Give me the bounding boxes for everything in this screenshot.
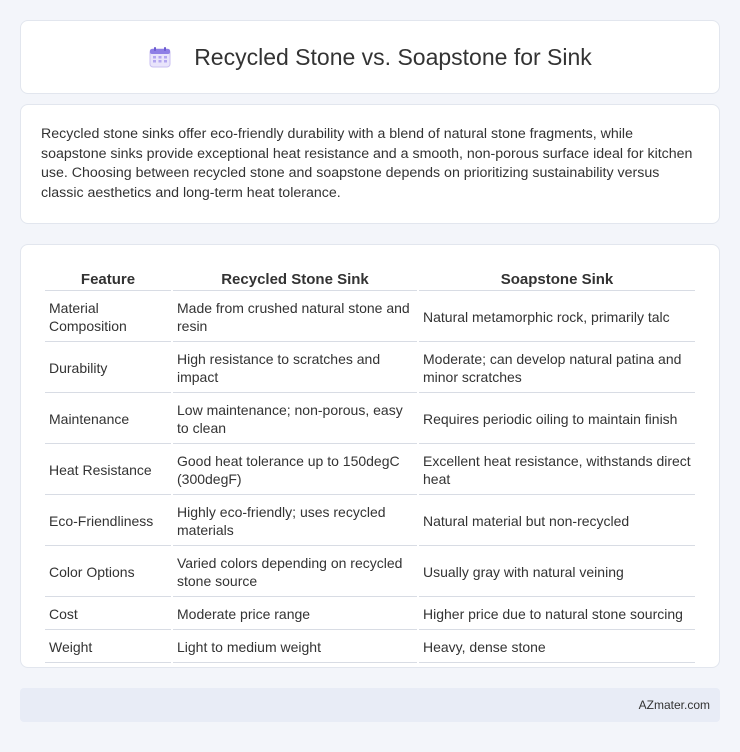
table-row [45, 632, 695, 663]
soapstone-cell: Natural material but non-recycled [419, 497, 695, 546]
recycled-stone-cell: Made from crushed natural stone and resin [173, 293, 417, 342]
soapstone-cell: Moderate; can develop natural patina and minor scratches [419, 344, 695, 393]
feature-cell: Color Options [45, 548, 171, 597]
feature-cell: Heat Resistance [45, 446, 171, 495]
table-row [45, 395, 695, 444]
footer [20, 688, 720, 722]
summary-card [20, 104, 720, 224]
recycled-stone-cell: Varied colors depending on recycled stone source [173, 548, 417, 597]
table-row [45, 293, 695, 342]
soapstone-cell: Heavy, dense stone [419, 632, 695, 663]
comparison-table-card [20, 244, 720, 668]
table-header-row [45, 265, 695, 291]
feature-cell: Cost [45, 599, 171, 630]
recycled-stone-cell: Good heat tolerance up to 150degC (300degF) [173, 446, 417, 495]
recycled-stone-cell: Highly eco-friendly; uses recycled materials [173, 497, 417, 546]
feature-cell: Eco-Friendliness [45, 497, 171, 546]
recycled-stone-cell: Low maintenance; non-porous, easy to clean [173, 395, 417, 444]
calendar-icon [148, 45, 172, 69]
page-title: Recycled Stone vs. Soapstone for Sink [194, 43, 592, 70]
soapstone-cell: Excellent heat resistance, withstands direct heat [419, 446, 695, 495]
feature-cell: Material Composition [45, 293, 171, 342]
table-row [45, 446, 695, 495]
header-feature: Feature [45, 265, 171, 291]
comparison-table [43, 263, 697, 665]
header-soapstone: Soapstone Sink [419, 265, 695, 291]
feature-cell: Weight [45, 632, 171, 663]
soapstone-cell: Higher price due to natural stone sourcing [419, 599, 695, 630]
table-row [45, 344, 695, 393]
table-row [45, 497, 695, 546]
table-row [45, 599, 695, 630]
footer-brand[interactable]: AZmater.com [638, 698, 710, 712]
table-row [45, 548, 695, 597]
soapstone-cell: Requires periodic oiling to maintain finish [419, 395, 695, 444]
feature-cell: Maintenance [45, 395, 171, 444]
recycled-stone-cell: High resistance to scratches and impact [173, 344, 417, 393]
feature-cell: Durability [45, 344, 171, 393]
summary-text: Recycled stone sinks offer eco-friendly durability with a blend of natural stone fragments, while soapstone sinks provide exceptional heat resistance and a smooth, non-porous surface ideal for kitchen use. Choosing between recycled stone and soapstone depends on prioritizing sustainability versus classic aesthetics and long-term heat tolerance. [41, 126, 693, 201]
recycled-stone-cell: Moderate price range [173, 599, 417, 630]
header-recycled-stone: Recycled Stone Sink [173, 265, 417, 291]
soapstone-cell: Usually gray with natural veining [419, 548, 695, 597]
soapstone-cell: Natural metamorphic rock, primarily talc [419, 293, 695, 342]
recycled-stone-cell: Light to medium weight [173, 632, 417, 663]
title-card [20, 20, 720, 94]
